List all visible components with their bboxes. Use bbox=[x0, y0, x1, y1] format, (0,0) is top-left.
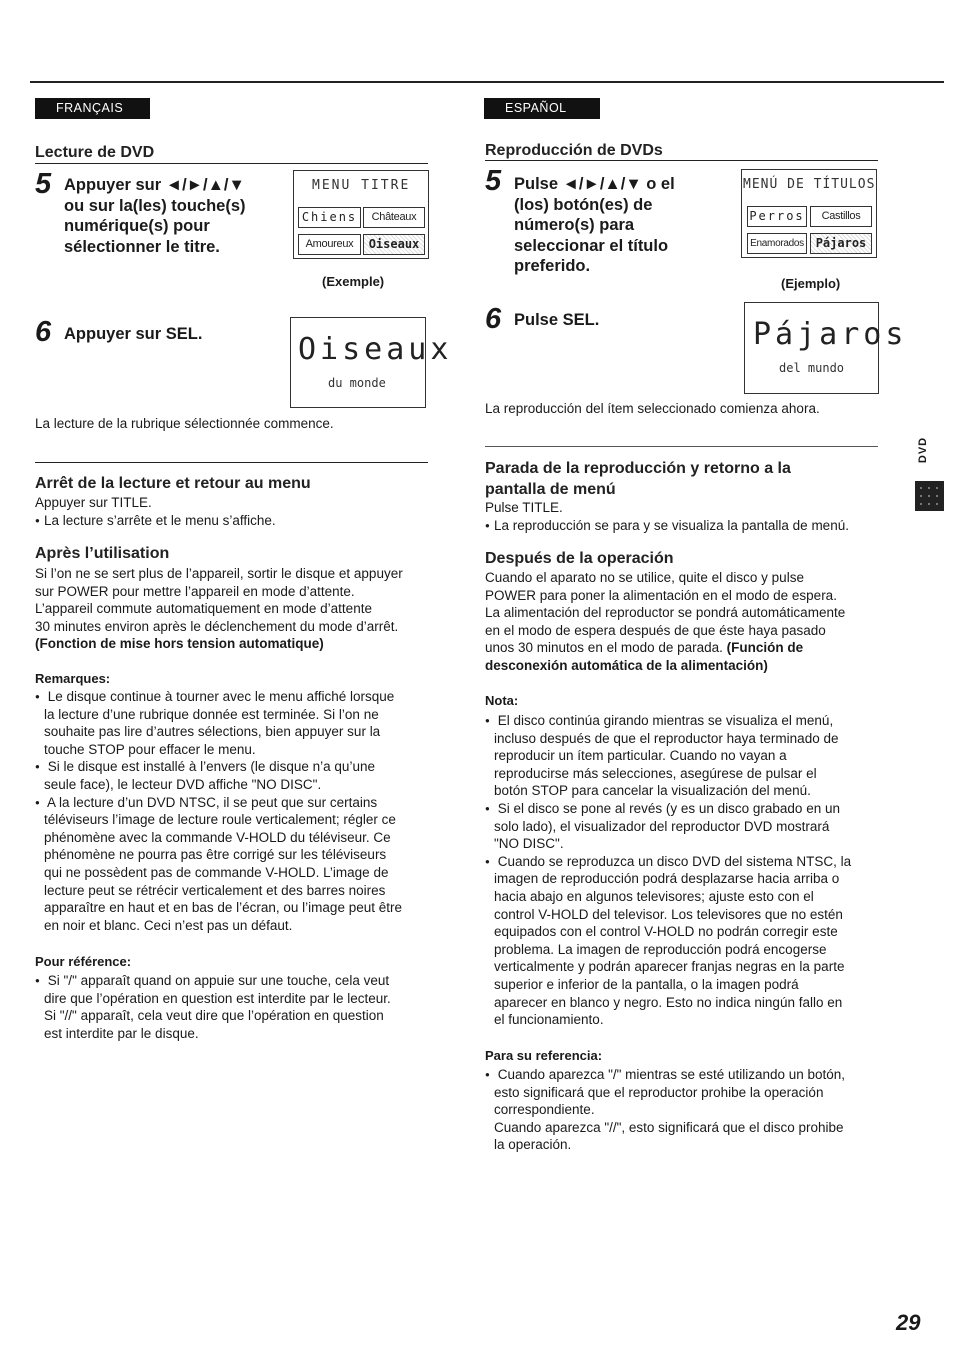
lang-tab-espanol: ESPAÑOL bbox=[484, 98, 600, 119]
stop-rule-es bbox=[485, 446, 878, 447]
reference-title-es: Para su referencia: bbox=[485, 1048, 603, 1063]
menu-title-es: MENÚ DE TÍTULOS bbox=[743, 177, 876, 192]
start-text-es: La reproducción del ítem seleccionado comienza ahora. bbox=[485, 401, 820, 416]
reference-text-es bbox=[485, 1066, 895, 1154]
text-line: POWER para poner la alimentación en el modo de espera. bbox=[485, 587, 837, 603]
text-line-mixed: unos 30 minutos en el modo de parada. (Función de bbox=[485, 640, 804, 656]
text-line: Si l’on ne se sert plus de l’appareil, sortir le disque et appuyer bbox=[35, 566, 403, 581]
text-line: 30 minutes environ après le déclenchement du mode d’arrêt. bbox=[35, 618, 399, 634]
side-tab-label: DVD bbox=[917, 436, 929, 464]
section-rule-fr bbox=[35, 163, 428, 164]
notes-title-fr: Remarques: bbox=[35, 671, 111, 686]
reference-item: ● Si "/" apparaît quand on appuie sur une touche, cela veut dire que l’opération en question est interdite par le lecteur. Si "//" apparaît, cela veut dire que l’opération en question est interdite par le disque. bbox=[35, 972, 435, 1042]
stop-title-es bbox=[485, 458, 791, 500]
heading-line: Parada de la reproducción y retorno a la bbox=[485, 460, 791, 477]
step-line: numérique(s) pour bbox=[64, 217, 210, 235]
menu-item-chateaux[interactable]: Châteaux bbox=[363, 207, 425, 228]
title-screen-es bbox=[744, 302, 908, 394]
text-line: La alimentación del reproductor se pondrá automáticamente bbox=[485, 605, 846, 621]
menu-item-oiseaux-selected[interactable]: Oiseaux bbox=[363, 234, 425, 255]
after-text-fr bbox=[35, 565, 435, 653]
menu-screen-fr bbox=[293, 170, 429, 259]
text-line: L’appareil commute automatiquement en mode d’attente bbox=[35, 601, 372, 617]
menu-title-fr: MENU TITRE bbox=[312, 178, 411, 193]
step-line: número(s) para bbox=[514, 216, 635, 234]
note-item: ● Cuando se reproduzca un disco DVD del sistema NTSC, la imagen de reproducción podrá desplazarse hacia arriba o hacia abajo en algunos televisores; ajuste esto con el control V-HOLD del televisor. Los televisores que no estén equipados con el control V-HOLD no podrán corregir este problema. La imagen de reproducción podrá encogerse verticalmente y podrán aparecer franjas negras en la parte superior e inferior de la pantalla, o la imagen podrá aparecer en blanco y negro. Esto no indica ningún fallo en el funcionamiento. bbox=[485, 853, 895, 1029]
stop-title-fr: Arrêt de la lecture et retour au menu bbox=[35, 475, 311, 492]
text-line: en el modo de espera después de que éste haya pasado bbox=[485, 622, 826, 638]
stop-text-fr bbox=[35, 494, 435, 529]
top-rule bbox=[30, 81, 944, 83]
text-line: Cuando el aparato no se utilice, quite el disco y pulse bbox=[485, 570, 804, 585]
stop-rule-fr bbox=[35, 462, 428, 463]
stop-text-es bbox=[485, 499, 895, 534]
text-line: Pulse TITLE. bbox=[485, 500, 563, 515]
step-5-number-fr: 5 bbox=[35, 168, 52, 200]
note-item: ● Si le disque est installé à l’envers (le disque n’a qu’une seule face), le lecteur DVD affiche "NO DISC". bbox=[35, 758, 435, 793]
notes-list-fr bbox=[35, 688, 435, 934]
text-line: Appuyer sur TITLE. bbox=[35, 495, 152, 510]
step-line: preferido. bbox=[514, 257, 591, 275]
step-5-number-es: 5 bbox=[485, 165, 502, 197]
step-line: Pulse ◄/►/▲/▼ o el bbox=[514, 175, 675, 193]
after-text-es bbox=[485, 569, 895, 675]
title-screen-fr bbox=[290, 317, 453, 408]
after-title-es: Después de la operación bbox=[485, 550, 674, 567]
bullet-line: ● La reproducción se para y se visualiza la pantalla de menú. bbox=[485, 517, 895, 535]
example-caption-fr: (Exemple) bbox=[322, 274, 385, 289]
selected-title-word-es: Pájaros bbox=[753, 317, 908, 352]
notes-list-es bbox=[485, 712, 895, 1029]
start-text-fr: La lecture de la rubrique sélectionnée commence. bbox=[35, 416, 334, 431]
step-6-number-fr: 6 bbox=[35, 316, 52, 348]
step-5-text-es bbox=[514, 174, 739, 277]
selected-title-sub-es: del mundo bbox=[779, 361, 845, 375]
text-line-bold: desconexión automática de la alimentación) bbox=[485, 657, 768, 673]
notes-title-es: Nota: bbox=[485, 693, 519, 708]
menu-item-chiens[interactable]: Chiens bbox=[298, 207, 361, 228]
note-item: ● El disco continúa girando mientras se visualiza el menú, incluso después de que el reproductor haya terminado de reproducir un ítem particular. Cuando no vayan a reproducirse más selecciones, asegúrese de pulsar el botón STOP para cancelar la visualización del menú. bbox=[485, 712, 895, 800]
menu-screen-es bbox=[741, 169, 877, 258]
note-item: ● A la lecture d’un DVD NTSC, il se peut que sur certains téléviseurs l’image de lecture roule verticalement; régler ce phénomène avec la commande V-HOLD du téléviseur. Ce phénomène ne pourra pas être corrigé sur les téléviseurs qui ne possèdent pas de commande V-HOLD. L’image de lecture peut se rétrécir verticalement et des barres noires apparaître en haut et en bas de l’écran, ou l’image peut être en noir et blanc. Ceci n’est pas un défaut. bbox=[35, 794, 435, 935]
menu-item-pajaros-selected[interactable]: Pájaros bbox=[810, 233, 872, 254]
step-line: (los) botón(es) de bbox=[514, 195, 653, 214]
after-title-fr: Après l’utilisation bbox=[35, 545, 170, 562]
menu-item-castillos[interactable]: Castillos bbox=[810, 206, 872, 227]
text-line: sur POWER pour mettre l’appareil en mode d’attente. bbox=[35, 583, 355, 599]
page-number: 29 bbox=[896, 1310, 921, 1335]
heading-line: pantalla de menú bbox=[485, 481, 616, 498]
step-line: ou sur la(les) touche(s) bbox=[64, 196, 246, 215]
section-title-fr: Lecture de DVD bbox=[35, 144, 155, 161]
step-line: seleccionar el título bbox=[514, 236, 669, 255]
note-item: ● Si el disco se pone al revés (y es un disco grabado en un solo lado), el visualizador del reproductor DVD mostrará "NO DISC". bbox=[485, 800, 895, 853]
menu-item-perros[interactable]: Perros bbox=[747, 206, 807, 227]
bullet-line: ● La lecture s’arrête et le menu s’affiche. bbox=[35, 512, 435, 530]
note-item: ● Le disque continue à tourner avec le menu affiché lorsque la lecture d’une rubrique donnée est terminée. Si l’on ne souhaite pas lire d’autres sélections, bien appuyer sur la touche STOP pour effacer le menu. bbox=[35, 688, 435, 758]
step-line: Appuyer sur ◄/►/▲/▼ bbox=[64, 176, 245, 194]
side-tab-marker bbox=[915, 481, 944, 511]
menu-item-amoureux[interactable]: Amoureux bbox=[298, 234, 361, 255]
selected-title-sub-fr: du monde bbox=[328, 376, 386, 390]
reference-text-fr bbox=[35, 972, 435, 1042]
reference-item: ● Cuando aparezca "/" mientras se esté utilizando un botón, esto significará que el reproductor prohibe la operación correspondiente. Cuando aparezca "//", esto significará que el disco prohibe la operación. bbox=[485, 1066, 895, 1154]
selected-title-word-fr: Oiseaux bbox=[298, 332, 453, 367]
section-rule-es bbox=[485, 160, 878, 161]
step-line: sélectionner le titre. bbox=[64, 237, 220, 256]
example-caption-es: (Ejemplo) bbox=[781, 276, 841, 291]
lang-tab-francais: FRANÇAIS bbox=[35, 98, 150, 119]
section-title-es: Reproducción de DVDs bbox=[485, 142, 663, 159]
step-5-text-fr bbox=[64, 175, 289, 257]
step-6-number-es: 6 bbox=[485, 303, 502, 335]
step-6-text-es: Pulse SEL. bbox=[514, 311, 600, 329]
menu-item-enamorados[interactable]: Enamorados bbox=[747, 233, 807, 254]
text-line-bold: (Fonction de mise hors tension automatique) bbox=[35, 636, 324, 652]
reference-title-fr: Pour référence: bbox=[35, 954, 132, 969]
step-6-text-fr: Appuyer sur SEL. bbox=[64, 325, 203, 343]
